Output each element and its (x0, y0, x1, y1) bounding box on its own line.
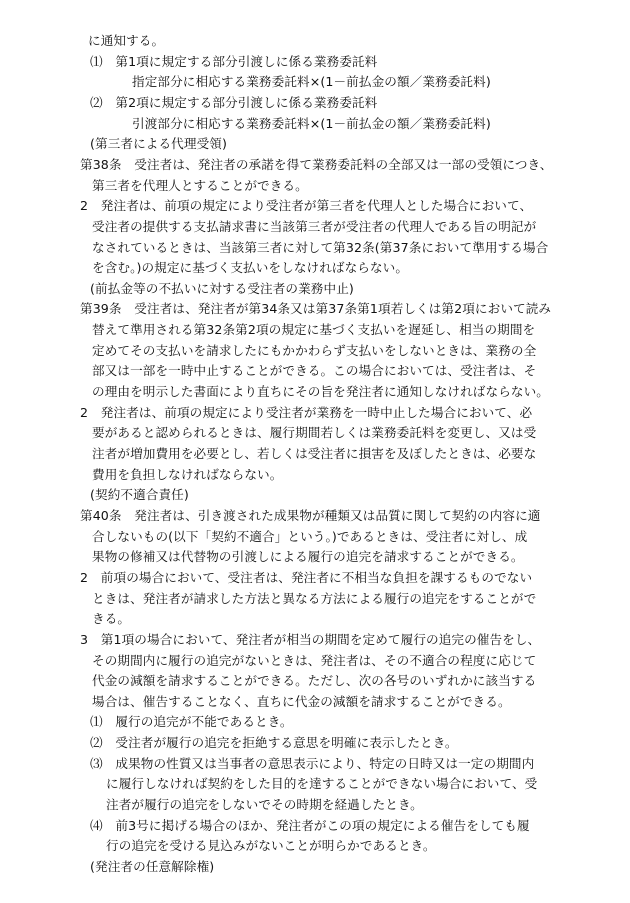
document-line: きる。 (92, 611, 131, 627)
document-line: 替えて準用される第32条第2項の規定に基づく支払いを遅延し、相当の期間を (92, 322, 536, 338)
document-line: ⑵ 受注者が履行の追完を拒絶する意思を明確に表示したとき。 (90, 735, 458, 751)
document-line: ⑷ 前3号に掲げる場合のほか、発注者がこの項の規定による催告をしても履 (90, 817, 530, 833)
document-line: 代金の減額を請求することができる。ただし、次の各号のいずれかに該当する (92, 673, 537, 689)
document-line: 行の追完を受ける見込みがないことが明らかであるとき。 (106, 838, 436, 854)
document-line: 2 前項の場合において、受注者は、発注者に不相当な負担を課するものでない (80, 569, 533, 585)
document-line: の理由を明示した書面により直ちにその旨を発注者に通知しなければならない。 (92, 384, 549, 400)
document-line: (第三者による代理受領) (90, 136, 227, 152)
document-line: 第38条 受注者は、発注者の承諾を得て業務委託料の全部又は一部の受領につき、 (80, 156, 553, 172)
document-line: 3 第1項の場合において、発注者が相当の期間を定めて履行の追完の催告をし、 (80, 631, 541, 647)
document-line: 2 発注者は、前項の規定により受注者が第三者を代理人とした場合において、 (80, 198, 533, 214)
document-line: 引渡部分に相応する業務委託料×(1－前払金の額／業務委託料) (132, 115, 491, 131)
document-line: に通知する。 (88, 33, 165, 48)
document-line: 指定部分に相応する業務委託料×(1－前払金の額／業務委託料) (132, 74, 491, 90)
document-line: 第39条 受注者は、発注者が第34条又は第37条第1項若しくは第2項において読み (80, 301, 552, 317)
document-line: 部又は一部を一時中止することができる。この場合においては、受注者は、そ (92, 363, 537, 379)
document-line: 第三者を代理人とすることができる。 (92, 177, 308, 193)
document-line: に履行しなければ契約をした目的を達することができない場合において、受 (106, 776, 538, 792)
document-line: なされているときは、当該第三者に対して第32条(第37条において準用する場合 (92, 239, 549, 255)
document-line: 第40条 発注者は、引き渡された成果物が種類又は品質に関して契約の内容に適 (80, 507, 541, 523)
document-line: ⑶ 成果物の性質又は当事者の意思表示により、特定の日時又は一定の期間内 (90, 755, 535, 771)
document-line: 注者が増加費用を必要とし、若しくは受注者に損害を及ぼしたときは、必要な (92, 446, 537, 461)
document-line: ⑴ 履行の追完が不能であるとき。 (90, 714, 293, 730)
document-line: ⑴ 第1項に規定する部分引渡しに係る業務委託料 (90, 53, 378, 69)
document-line: を含む。)の規定に基づく支払いをしなければならない。 (92, 260, 409, 276)
document-line: 果物の修補又は代替物の引渡しによる履行の追完を請求することができる。 (92, 549, 524, 565)
document-line: 受注者の提供する支払請求書に当該第三者が受注者の代理人である旨の明記が (92, 218, 537, 234)
document-line: (前払金等の不払いに対する受注者の業務中止) (90, 280, 354, 296)
document-line: ⑵ 第2項に規定する部分引渡しに係る業務委託料 (90, 94, 378, 110)
document-line: (発注者の任意解除権) (90, 859, 215, 874)
document-line: 注者が履行の追完をしないでその時期を経過したとき。 (106, 797, 423, 813)
document-line: 2 発注者は、前項の規定により受注者が業務を一時中止した場合において、必 (80, 404, 533, 420)
document-line: 合しないもの(以下「契約不適合」という。)であるときは、受注者に対し、成 (92, 528, 528, 544)
document-line: (契約不適合責任) (90, 487, 189, 503)
document-line: その期間内に履行の追完がないときは、発注者は、その不適合の程度に応じて (92, 652, 537, 668)
document-line: 定めてその支払いを請求したにもかかわらず支払いをしないときは、業務の全 (92, 342, 537, 358)
document-line: ときは、発注者が請求した方法と異なる方法による履行の追完をすることがで (92, 590, 537, 606)
document-line: 費用を負担しなければならない。 (92, 466, 283, 482)
document-line: 要があると認められるときは、履行期間若しくは業務委託料を変更し、又は受 (92, 425, 537, 441)
document-line: 場合は、催告することなく、直ちに代金の減額を請求することができる。 (92, 693, 511, 709)
